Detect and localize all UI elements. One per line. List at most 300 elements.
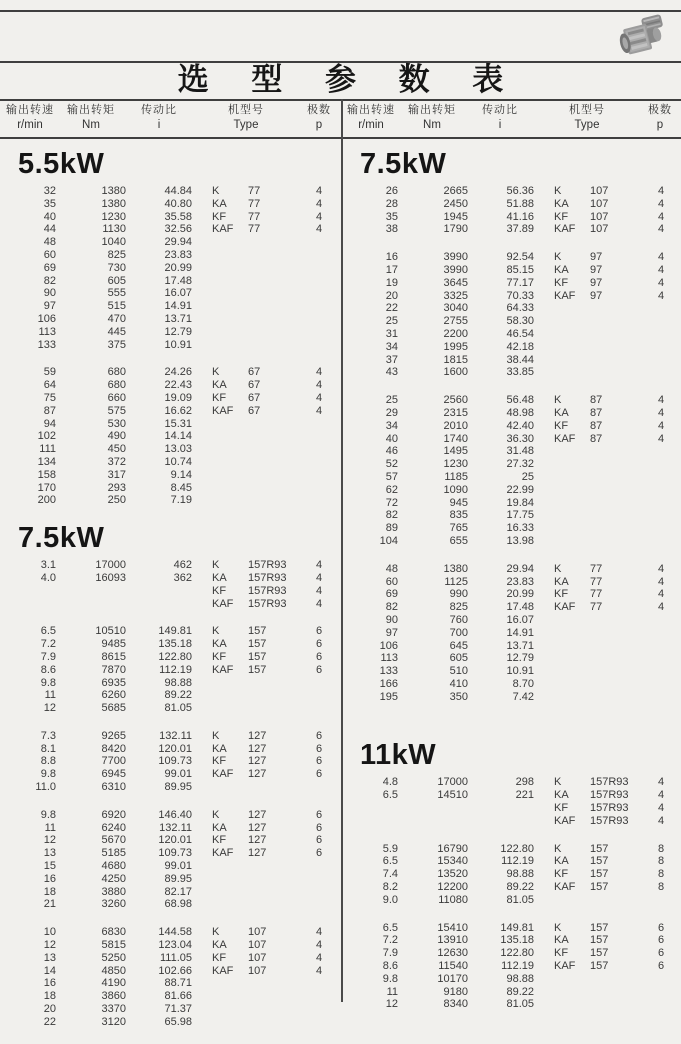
table-row <box>4 730 338 743</box>
type-cell <box>192 494 300 507</box>
speed-value <box>4 598 56 611</box>
speed-value: 25 <box>385 394 398 407</box>
type-prefix <box>554 522 590 535</box>
speed-value: 14 <box>43 964 56 977</box>
table-row <box>346 445 680 458</box>
type-cell <box>192 730 300 743</box>
type-size: 107 <box>248 926 267 939</box>
ratio-value: 12.79 <box>164 325 192 338</box>
poles-value <box>300 326 338 339</box>
poles-value <box>300 482 338 495</box>
type-prefix: K <box>212 729 220 742</box>
torque-value: 4850 <box>101 964 126 977</box>
table-row <box>346 922 680 935</box>
poles-value: 6 <box>657 934 665 947</box>
header-label: 输出转速 <box>6 104 54 116</box>
poles-value: 4 <box>315 951 323 964</box>
speed-value: 82 <box>385 509 398 522</box>
table-row <box>4 482 338 495</box>
table-row <box>4 585 338 598</box>
speed-value: 21 <box>43 898 56 911</box>
type-prefix <box>554 497 590 510</box>
table-row <box>346 815 680 828</box>
torque-value: 2315 <box>443 406 468 419</box>
poles-value: 6 <box>315 755 323 768</box>
poles-value <box>642 328 680 341</box>
poles-value <box>300 886 338 899</box>
table-row <box>4 886 338 899</box>
table-row <box>346 223 680 236</box>
type-prefix: K <box>554 562 562 575</box>
ratio-value: 12.79 <box>506 652 534 665</box>
speed-value: 60 <box>385 575 398 588</box>
page-title: 选 型 参 数 表 <box>177 62 521 97</box>
poles-value: 4 <box>657 789 665 802</box>
table-row <box>4 236 338 249</box>
ratio-value: 135.18 <box>500 934 534 947</box>
type-cell <box>192 275 300 288</box>
row-block <box>4 366 338 507</box>
type-cell <box>534 458 642 471</box>
speed-value: 106 <box>37 312 56 325</box>
ratio-value <box>126 598 192 611</box>
ratio-value: 109.73 <box>158 847 192 860</box>
type-size: 77 <box>248 185 261 197</box>
poles-value <box>642 627 680 640</box>
speed-value: 6.5 <box>40 625 56 638</box>
gearmotor-photo-graphic <box>611 13 673 59</box>
poles-value: 6 <box>315 834 323 847</box>
ratio-value: 462 <box>173 559 192 572</box>
table-row <box>4 952 338 965</box>
type-prefix <box>554 302 590 315</box>
ratio-value: 99.01 <box>164 768 192 781</box>
speed-value: 6.5 <box>382 921 398 934</box>
type-size: 157 <box>248 663 267 676</box>
torque-value <box>56 598 126 611</box>
type-cell <box>192 860 300 873</box>
torque-value: 2200 <box>443 327 468 340</box>
ratio-value: 8.70 <box>512 677 534 690</box>
type-prefix <box>212 1003 248 1016</box>
header-cell <box>345 103 397 133</box>
ratio-value: 71.37 <box>164 1003 192 1016</box>
torque-value: 7870 <box>101 663 126 676</box>
ratio-value: 13.71 <box>506 639 534 652</box>
ratio-value: 149.81 <box>500 921 534 934</box>
torque-value: 375 <box>107 338 126 351</box>
speed-value: 35 <box>43 197 56 210</box>
torque-value: 3260 <box>101 898 126 911</box>
poles-value: 4 <box>657 419 665 432</box>
type-prefix <box>212 860 248 873</box>
poles-value <box>300 494 338 507</box>
torque-value: 655 <box>449 534 468 547</box>
torque-value: 10510 <box>95 625 126 638</box>
poles-value: 6 <box>315 821 323 834</box>
type-prefix <box>554 366 590 379</box>
poles-value <box>300 469 338 482</box>
speed-value: 7.2 <box>382 934 398 947</box>
torque-value: 605 <box>449 652 468 665</box>
type-cell <box>192 379 300 392</box>
poles-value: 6 <box>315 847 323 860</box>
type-cell <box>192 873 300 886</box>
poles-value <box>642 445 680 458</box>
section-title: 5.5kW <box>18 148 105 180</box>
ratio-value: 16.07 <box>506 613 534 626</box>
type-prefix <box>212 482 248 495</box>
type-cell <box>192 456 300 469</box>
type-size: 157 <box>590 921 609 934</box>
ratio-value: 7.42 <box>512 690 534 703</box>
poles-value <box>642 302 680 315</box>
type-prefix: KAF <box>212 404 234 417</box>
type-cell <box>192 287 300 300</box>
table-row <box>346 934 680 947</box>
table-row <box>346 458 680 471</box>
type-size: 107 <box>248 964 267 977</box>
speed-value: 9.8 <box>382 972 398 985</box>
type-cell <box>534 576 642 589</box>
torque-value: 5250 <box>101 951 126 964</box>
ratio-value: 68.98 <box>164 898 192 911</box>
ratio-value: 132.11 <box>159 821 192 834</box>
right-header-group <box>345 103 679 133</box>
type-cell <box>534 776 642 789</box>
row-block <box>4 559 338 610</box>
left-table-column <box>4 141 338 1044</box>
torque-value: 5670 <box>101 834 126 847</box>
type-size: 87 <box>590 394 603 407</box>
poles-value: 4 <box>315 939 323 952</box>
speed-value: 8.6 <box>40 663 56 676</box>
torque-value: 5185 <box>101 847 126 860</box>
table-row <box>4 313 338 326</box>
type-cell <box>534 277 642 290</box>
torque-value: 3990 <box>443 251 468 264</box>
type-prefix: KAF <box>554 960 576 973</box>
poles-value: 4 <box>657 289 665 302</box>
table-row <box>4 768 338 781</box>
type-prefix: KA <box>554 575 569 588</box>
speed-value: 34 <box>385 419 398 432</box>
torque-value: 12630 <box>437 947 468 960</box>
speed-value: 20 <box>43 1003 56 1016</box>
speed-value: 4.0 <box>40 571 56 584</box>
type-prefix: KA <box>212 197 227 210</box>
type-prefix: KA <box>554 197 569 210</box>
poles-value: 6 <box>315 638 323 651</box>
type-size: 107 <box>590 185 609 197</box>
speed-value: 134 <box>37 455 56 468</box>
speed-value: 6.5 <box>382 789 398 802</box>
header-label: 传动比 <box>482 104 518 116</box>
speed-value: 170 <box>37 481 56 494</box>
type-prefix <box>212 873 248 886</box>
type-prefix: KF <box>212 951 227 964</box>
type-cell <box>534 223 642 236</box>
speed-value: 26 <box>385 185 398 197</box>
torque-value: 5815 <box>101 939 126 952</box>
speed-value: 34 <box>385 340 398 353</box>
poles-value <box>642 986 680 999</box>
table-row <box>4 559 338 572</box>
speed-value: 82 <box>385 601 398 614</box>
speed-value: 37 <box>385 353 398 366</box>
speed-value: 15 <box>43 860 56 873</box>
speed-value: 133 <box>37 338 56 351</box>
type-cell <box>534 614 642 627</box>
poles-value: 6 <box>657 960 665 973</box>
ratio-value: 37.89 <box>506 223 534 236</box>
type-prefix <box>554 458 590 471</box>
ratio-value: 17.75 <box>506 509 534 522</box>
poles-value: 4 <box>657 251 665 264</box>
poles-value: 8 <box>657 881 665 894</box>
table-row <box>4 366 338 379</box>
torque-value: 2560 <box>443 394 468 407</box>
type-prefix <box>554 665 590 678</box>
ratio-value: 56.48 <box>506 394 534 407</box>
type-cell <box>534 627 642 640</box>
type-cell <box>192 430 300 443</box>
type-size: 127 <box>248 755 267 768</box>
poles-value: 4 <box>315 964 323 977</box>
header-unit: p <box>656 119 664 131</box>
ratio-value <box>126 585 192 598</box>
type-prefix: KF <box>554 802 569 815</box>
type-size: 107 <box>248 939 267 952</box>
type-cell <box>534 328 642 341</box>
torque-value: 5685 <box>101 702 126 715</box>
type-size: 127 <box>248 847 267 860</box>
ratio-value: 23.83 <box>506 575 534 588</box>
type-prefix: KAF <box>212 597 234 610</box>
type-prefix: KF <box>554 419 569 432</box>
type-cell <box>192 651 300 664</box>
table-row <box>4 185 338 198</box>
ratio-value: 20.99 <box>164 261 192 274</box>
type-cell <box>534 855 642 868</box>
type-cell <box>534 934 642 947</box>
speed-value: 60 <box>43 248 56 261</box>
type-prefix: KA <box>554 263 569 276</box>
table-row <box>346 407 680 420</box>
speed-value: 52 <box>385 458 398 471</box>
poles-value: 4 <box>657 406 665 419</box>
speed-value: 9.8 <box>40 808 56 821</box>
type-cell <box>192 418 300 431</box>
torque-value: 680 <box>107 366 126 379</box>
torque-value: 14510 <box>437 789 468 802</box>
type-prefix <box>212 300 248 313</box>
type-cell <box>534 198 642 211</box>
poles-value <box>642 458 680 471</box>
poles-value <box>642 471 680 484</box>
ratio-value: 122.80 <box>500 842 534 855</box>
ratio-value: 29.94 <box>164 236 192 249</box>
poles-value: 4 <box>657 562 665 575</box>
type-cell <box>534 894 642 907</box>
table-row <box>346 277 680 290</box>
torque-value: 6260 <box>101 689 126 702</box>
speed-value: 13 <box>43 951 56 964</box>
poles-value: 4 <box>657 394 665 407</box>
poles-value: 4 <box>657 802 665 815</box>
poles-value <box>300 456 338 469</box>
poles-value: 4 <box>657 197 665 210</box>
torque-value: 4190 <box>101 977 126 990</box>
poles-value: 6 <box>315 808 323 821</box>
ratio-value: 82.17 <box>164 885 192 898</box>
ratio-value: 120.01 <box>158 742 192 755</box>
poles-value <box>642 341 680 354</box>
ratio-value: 46.54 <box>506 327 534 340</box>
right-table-column <box>346 141 680 1026</box>
ratio-value: 13.03 <box>164 443 192 456</box>
ratio-value: 85.15 <box>506 263 534 276</box>
type-prefix <box>212 430 248 443</box>
row-block <box>4 625 338 715</box>
table-row <box>4 211 338 224</box>
table-row <box>346 986 680 999</box>
ratio-value: 99.01 <box>164 860 192 873</box>
torque-value: 990 <box>449 588 468 601</box>
poles-value <box>642 973 680 986</box>
poles-value <box>300 1016 338 1029</box>
header-cell <box>300 103 338 133</box>
ratio-value: 36.30 <box>506 432 534 445</box>
ratio-value: 123.04 <box>158 939 192 952</box>
type-prefix <box>212 1016 248 1029</box>
ratio-value: 16.62 <box>164 404 192 417</box>
type-cell <box>534 433 642 446</box>
type-prefix: KAF <box>554 601 576 614</box>
table-row <box>4 638 338 651</box>
ratio-value: 102.66 <box>158 964 192 977</box>
row-block <box>4 809 338 911</box>
type-cell <box>192 952 300 965</box>
type-cell <box>534 420 642 433</box>
torque-value: 945 <box>449 496 468 509</box>
torque-value: 10170 <box>437 972 468 985</box>
speed-value: 158 <box>37 468 56 481</box>
row-block <box>346 843 680 907</box>
speed-value: 12 <box>43 702 56 715</box>
speed-value: 7.9 <box>40 650 56 663</box>
poles-value: 4 <box>657 814 665 827</box>
speed-value: 46 <box>385 445 398 458</box>
type-cell <box>192 262 300 275</box>
speed-value: 38 <box>385 223 398 236</box>
type-prefix <box>554 652 590 665</box>
table-row <box>4 198 338 211</box>
type-prefix: KAF <box>212 663 234 676</box>
type-prefix: KA <box>212 571 227 584</box>
header-unit: r/min <box>17 119 43 131</box>
ratio-value: 20.99 <box>506 588 534 601</box>
speed-value: 10 <box>43 926 56 939</box>
type-prefix <box>212 339 248 352</box>
torque-value: 1380 <box>443 562 468 575</box>
type-prefix: K <box>554 921 562 934</box>
type-cell <box>192 926 300 939</box>
type-prefix: KA <box>554 855 569 868</box>
type-prefix <box>554 973 590 986</box>
poles-value: 6 <box>315 650 323 663</box>
torque-value: 12200 <box>437 881 468 894</box>
table-row <box>346 471 680 484</box>
table-row <box>346 776 680 789</box>
speed-value: 9.8 <box>40 768 56 781</box>
poles-value <box>300 287 338 300</box>
ratio-value: 13.71 <box>164 312 192 325</box>
type-size: 157R93 <box>590 802 629 815</box>
type-prefix: KA <box>212 638 227 651</box>
type-prefix: KAF <box>554 289 576 302</box>
speed-value: 32 <box>43 185 56 197</box>
type-cell <box>192 392 300 405</box>
torque-value: 15340 <box>437 855 468 868</box>
type-prefix <box>554 986 590 999</box>
type-cell <box>192 822 300 835</box>
header-label: 传动比 <box>141 104 177 116</box>
type-cell <box>192 198 300 211</box>
poles-value: 6 <box>657 947 665 960</box>
poles-value: 6 <box>315 768 323 781</box>
type-size: 77 <box>590 575 603 588</box>
poles-value: 4 <box>315 597 323 610</box>
poles-value <box>642 535 680 548</box>
type-prefix: K <box>554 251 562 264</box>
type-cell <box>534 922 642 935</box>
table-row <box>346 789 680 802</box>
speed-value: 62 <box>385 483 398 496</box>
type-prefix <box>212 990 248 1003</box>
torque-value: 11080 <box>438 893 468 906</box>
table-row <box>346 522 680 535</box>
type-cell <box>192 677 300 690</box>
speed-value: 28 <box>385 197 398 210</box>
table-row <box>4 572 338 585</box>
type-prefix <box>554 535 590 548</box>
table-row <box>346 185 680 198</box>
row-block <box>346 922 680 1012</box>
table-row <box>4 405 338 418</box>
table-row <box>346 563 680 576</box>
table-row <box>4 702 338 715</box>
type-size: 157R93 <box>590 789 629 802</box>
poles-value <box>300 1003 338 1016</box>
table-row <box>346 947 680 960</box>
torque-value: 1815 <box>443 353 468 366</box>
ratio-value: 19.84 <box>506 496 534 509</box>
speed-value: 4.8 <box>382 776 398 789</box>
type-cell <box>534 563 642 576</box>
poles-value: 4 <box>657 276 665 289</box>
type-prefix: K <box>212 625 220 638</box>
table-row <box>346 264 680 277</box>
type-prefix: KA <box>212 821 227 834</box>
header-label: 极数 <box>307 104 331 116</box>
speed-value: 8.2 <box>382 881 398 894</box>
ratio-value: 56.36 <box>506 185 534 197</box>
torque-value: 2755 <box>443 315 468 328</box>
poles-value: 4 <box>657 223 665 236</box>
type-cell <box>534 665 642 678</box>
type-cell <box>192 809 300 822</box>
